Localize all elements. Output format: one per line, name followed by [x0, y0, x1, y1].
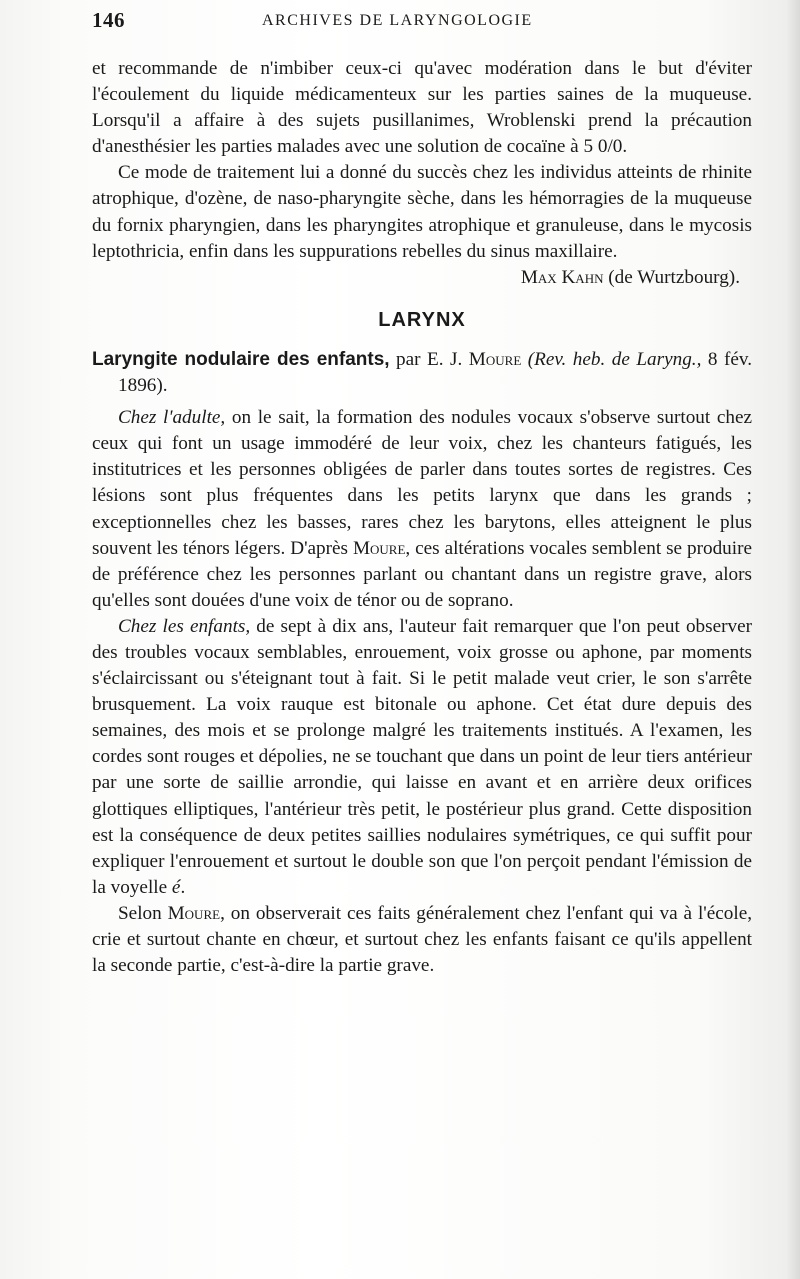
- article-paragraph-3: [92, 901, 752, 979]
- article-paragraph-2: [92, 614, 752, 901]
- article-journal: (Rev. heb. de Laryng.,: [527, 348, 702, 370]
- page-number: 146: [92, 8, 125, 32]
- article-date: 8 fév. 1896).: [118, 348, 753, 397]
- p2-end: .: [180, 876, 186, 898]
- article-author: E. J. Moure: [427, 348, 522, 370]
- page-header: [92, 8, 752, 40]
- p3-start: Selon: [118, 902, 162, 924]
- page-body: [92, 56, 752, 979]
- intro-paragraph-1: et recommande de n'imbiber ceux-ci qu'avec modération dans le but d'éviter l'écoulement du liquide médicamenteux sur les parties saines de la muqueuse. Lorsqu'il a affaire à des sujets pusillanimes, Wroblenski prend la précaution d'anesthésier les parties malades avec une solution de cocaïne à 5 0/0.: [92, 58, 752, 158]
- article-paragraph-1: [92, 405, 752, 614]
- article-heading: [92, 347, 752, 399]
- signature-place: (de Wurtzbourg).: [608, 266, 740, 288]
- running-title: ARCHIVES DE LARYNGOLOGIE: [262, 12, 533, 29]
- p3-name: Moure: [167, 902, 221, 924]
- page-edge-shadow: [786, 0, 800, 1279]
- p2-text: de sept à dix ans, l'auteur fait remarquer que l'on peut observer des troubles vocaux semblables, enrouement, voix grosse ou aphone, par moments s'éclaircissant ou s'éteignant tout à fait. Si le petit malade veut crier, le son s'arrête brusquement. La voix rauque est bitonale ou aphone. Cet état dure depuis des semaines, des mois et se prolonge malgré les traitements institués. A l'examen, les cordes sont rouges et dépolies, ne se touchant que dans un point de leur tiers antérieur par une sorte de saillie arrondie, qui laisse en avant et en arrière deux orifices glottiques elliptiques, l'antérieur très petit, le postérieur plus grand. Cette disposition est la conséquence de deux petites saillies nodulaires symétriques, ce qui suffit pour expliquer l'enrouement et surtout le double son que l'on perçoit pendant l'émission de la voyelle: [92, 615, 752, 898]
- p2-lead: Chez les enfants,: [118, 615, 251, 637]
- section-title: LARYNX: [378, 308, 466, 331]
- p1-text-a: on le sait, la formation des nodules vocaux s'observe surtout chez ceux qui font un usage immodéré de leur voix, chez les chanteurs fatigués, les institutrices et les personnes obligées de parler dans toutes sortes de registres. Ces lésions sont plus fréquentes dans les petits larynx que dans les grands ; exceptionnelles chez les basses, rares chez les barytons, elles atteignent le plus souvent les ténors légers. D'après: [92, 407, 753, 559]
- article-title: Laryngite nodulaire des enfants,: [92, 348, 390, 370]
- signature-name: Max Kahn: [520, 266, 604, 288]
- p1-text-b: , ces altérations vocales semblent se produire de préférence chez les personnes parlant ou chantant dans un registre grave, alors qu'elles sont douées d'une voix de ténor ou de soprano.: [92, 537, 753, 611]
- intro-paragraph-2: Ce mode de traitement lui a donné du succès chez les individus atteints de rhinite atrophique, d'ozène, de naso-pharyngite sèche, dans les hémorragies de la muqueuse du fornix pharyngien, dans les pharyngites atrophique et granuleuse, dans le mycosis leptothricia, enfin dans les suppurations rebelles du sinus maxillaire.: [92, 162, 752, 262]
- p3-text: , on observerait ces faits généralement chez l'enfant qui va à l'école, crie et surtout chante en chœur, et surtout chez les enfants faisant ce qu'ils appellent la seconde partie, c'est-à-dire la partie grave.: [92, 902, 753, 977]
- p1-lead: Chez l'adulte,: [118, 407, 226, 429]
- review-signature: [92, 265, 752, 291]
- article-by: par: [396, 348, 421, 370]
- p2-vowel: é: [171, 876, 181, 898]
- p1-name: Moure: [352, 537, 406, 559]
